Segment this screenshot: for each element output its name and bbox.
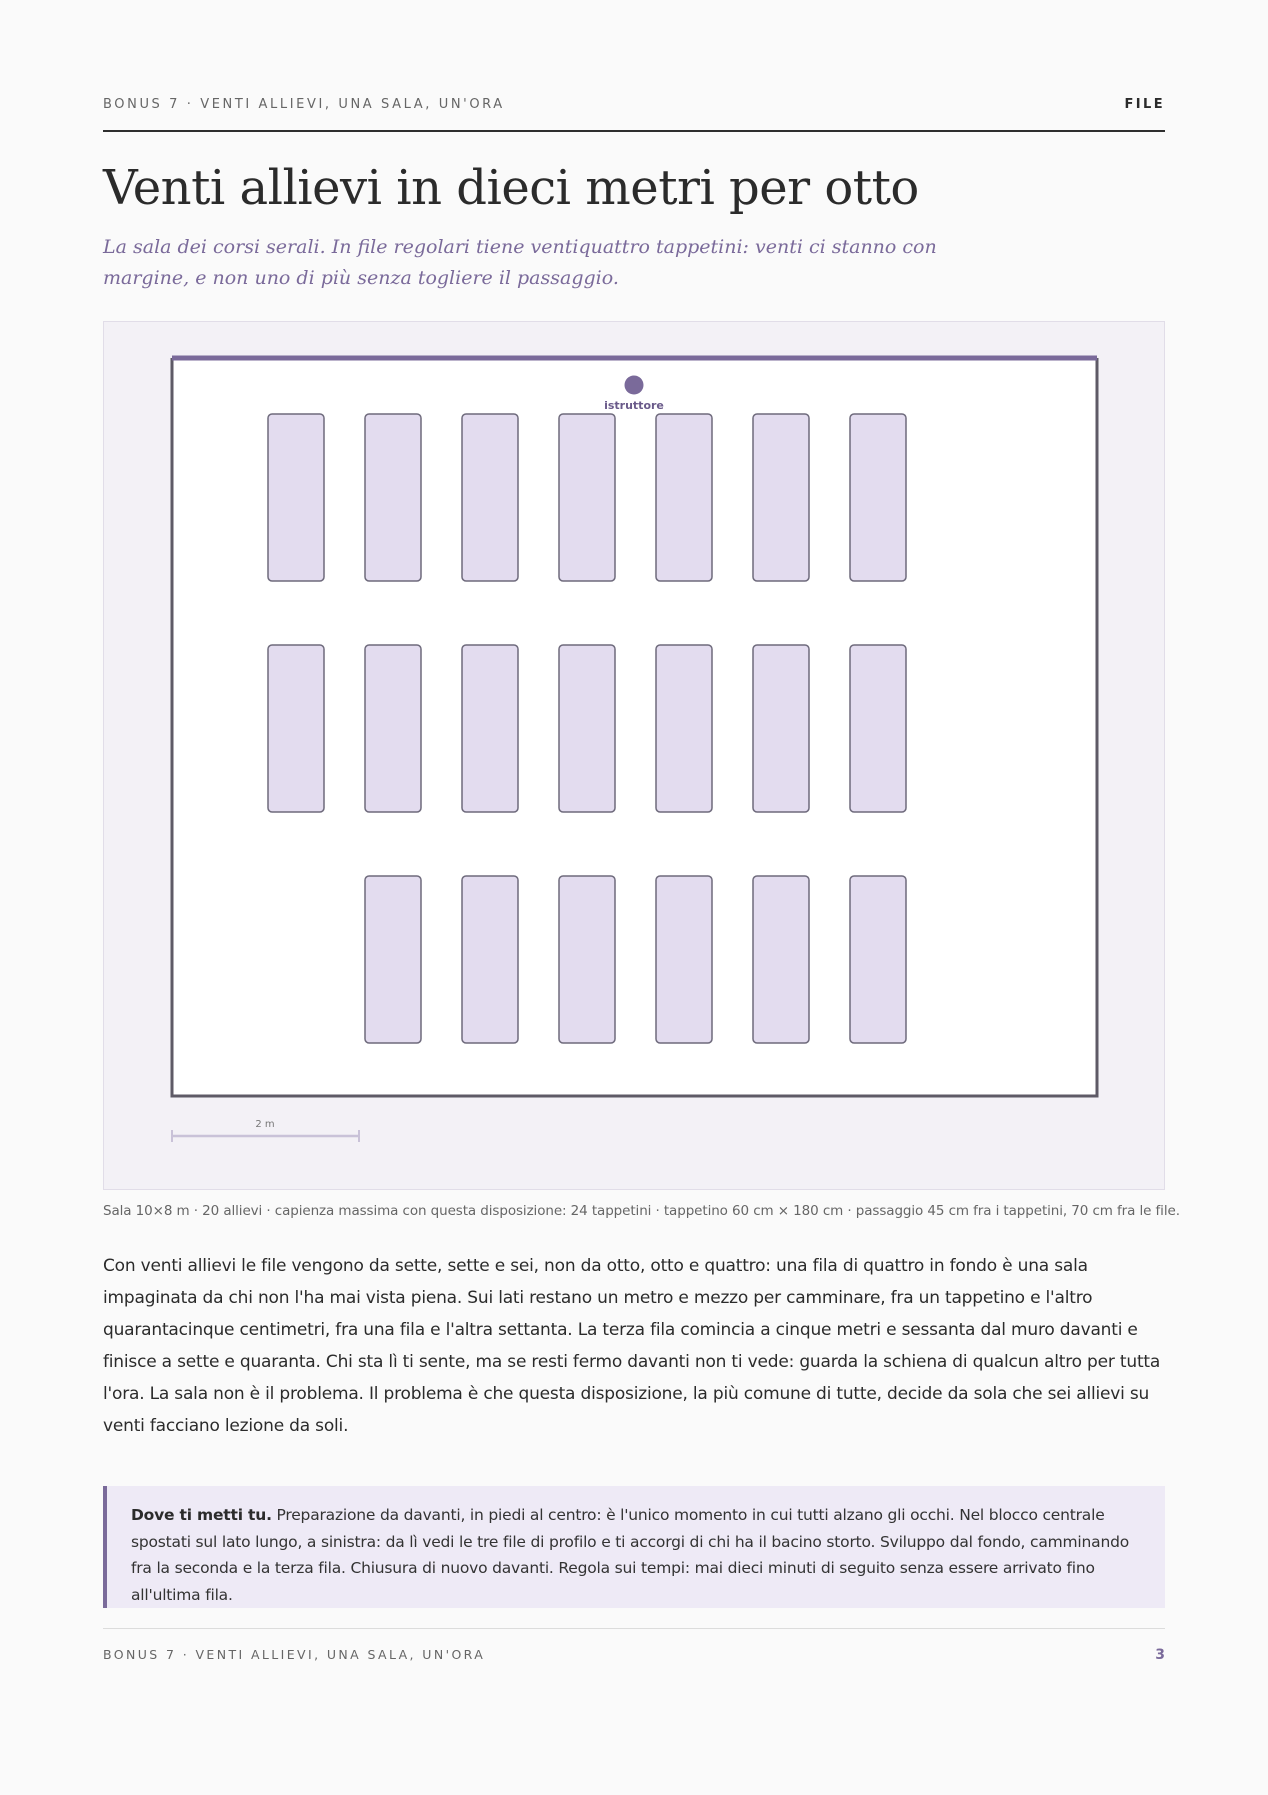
mat bbox=[462, 414, 518, 581]
instructor-label: istruttore bbox=[604, 399, 664, 412]
header-rule bbox=[103, 130, 1165, 132]
page-number: 3 bbox=[1155, 1647, 1165, 1663]
page-subtitle: La sala dei corsi serali. In file regolari tiene ventiquattro tappetini: venti ci stanno con margine, e non uno di più senza togliere il passaggio. bbox=[103, 236, 937, 289]
callout-text: Preparazione da davanti, in piedi al centro: è l'unico momento in cui tutti alzano gli occhi. Nel blocco centrale spostati sul lato lungo, a sinistra: da lì vedi le tre file di profilo e ti accorgi di chi ha il bacino storto. Sviluppo dal fondo, camminando fra la seconda e la terza fila. Chiusura di nuovo davanti. Regola sui tempi: mai dieci minuti di seguito senza essere arrivato fino all'ultima fila. bbox=[131, 1506, 1129, 1604]
section-label: FILE bbox=[1124, 97, 1165, 112]
mat bbox=[559, 414, 615, 581]
mat bbox=[268, 414, 324, 581]
scale-label: 2 m bbox=[255, 1119, 275, 1130]
room-floor-plan bbox=[104, 322, 1164, 1189]
body-paragraph: Con venti allievi le file vengono da sette, sette e sei, non da otto, otto e quattro: una fila di quattro in fondo è una sala impaginata da chi non l'ha mai vista piena. Sui lati restano un metro e mezzo per camminare, fra un tappetino e l'altro quarantacinque centimetri, fra una fila e l'altra settanta. La terza fila comincia a cinque metri e sessanta dal muro davanti e finisce a sette e quaranta. Chi sta lì ti sente, ma se resti fermo davanti non ti vede: guarda la schiena di qualcun altro per tutta l'ora. La sala non è il problema. Il problema è che questa disposizione, la più comune di tutte, decide da sola che sei allievi su venti facciano lezione da soli. bbox=[103, 1256, 1161, 1436]
room-layout-figure bbox=[103, 321, 1165, 1190]
page-title: Venti allievi in dieci metri per otto bbox=[103, 160, 919, 216]
mat bbox=[462, 645, 518, 812]
callout-paragraph bbox=[131, 1502, 1141, 1608]
mat bbox=[753, 414, 809, 581]
mat bbox=[559, 876, 615, 1043]
mat bbox=[365, 414, 421, 581]
running-title: BONUS 7 · VENTI ALLIEVI, UNA SALA, UN'ORA bbox=[103, 97, 505, 112]
mat bbox=[753, 645, 809, 812]
figure-caption: Sala 10×8 m · 20 allievi · capienza massima con questa disposizione: 24 tappetini · tappetino 60 cm × 180 cm · passaggio 45 cm fra i tappetini, 70 cm fra le file. bbox=[103, 1203, 1180, 1219]
callout-box bbox=[103, 1486, 1165, 1608]
mat bbox=[850, 645, 906, 812]
mat bbox=[268, 645, 324, 812]
footer-rule bbox=[103, 1628, 1165, 1629]
running-header bbox=[103, 97, 1165, 112]
mat bbox=[462, 876, 518, 1043]
mat bbox=[656, 414, 712, 581]
running-footer bbox=[103, 1647, 1165, 1663]
mat bbox=[753, 876, 809, 1043]
mat bbox=[559, 645, 615, 812]
mat bbox=[365, 876, 421, 1043]
mat bbox=[850, 414, 906, 581]
mat bbox=[656, 876, 712, 1043]
mat bbox=[656, 645, 712, 812]
mat bbox=[850, 876, 906, 1043]
instructor-marker bbox=[625, 376, 644, 395]
footer-running-title: BONUS 7 · VENTI ALLIEVI, UNA SALA, UN'ORA bbox=[103, 1647, 486, 1662]
mat bbox=[365, 645, 421, 812]
callout-lead: Dove ti metti tu. bbox=[131, 1506, 272, 1524]
